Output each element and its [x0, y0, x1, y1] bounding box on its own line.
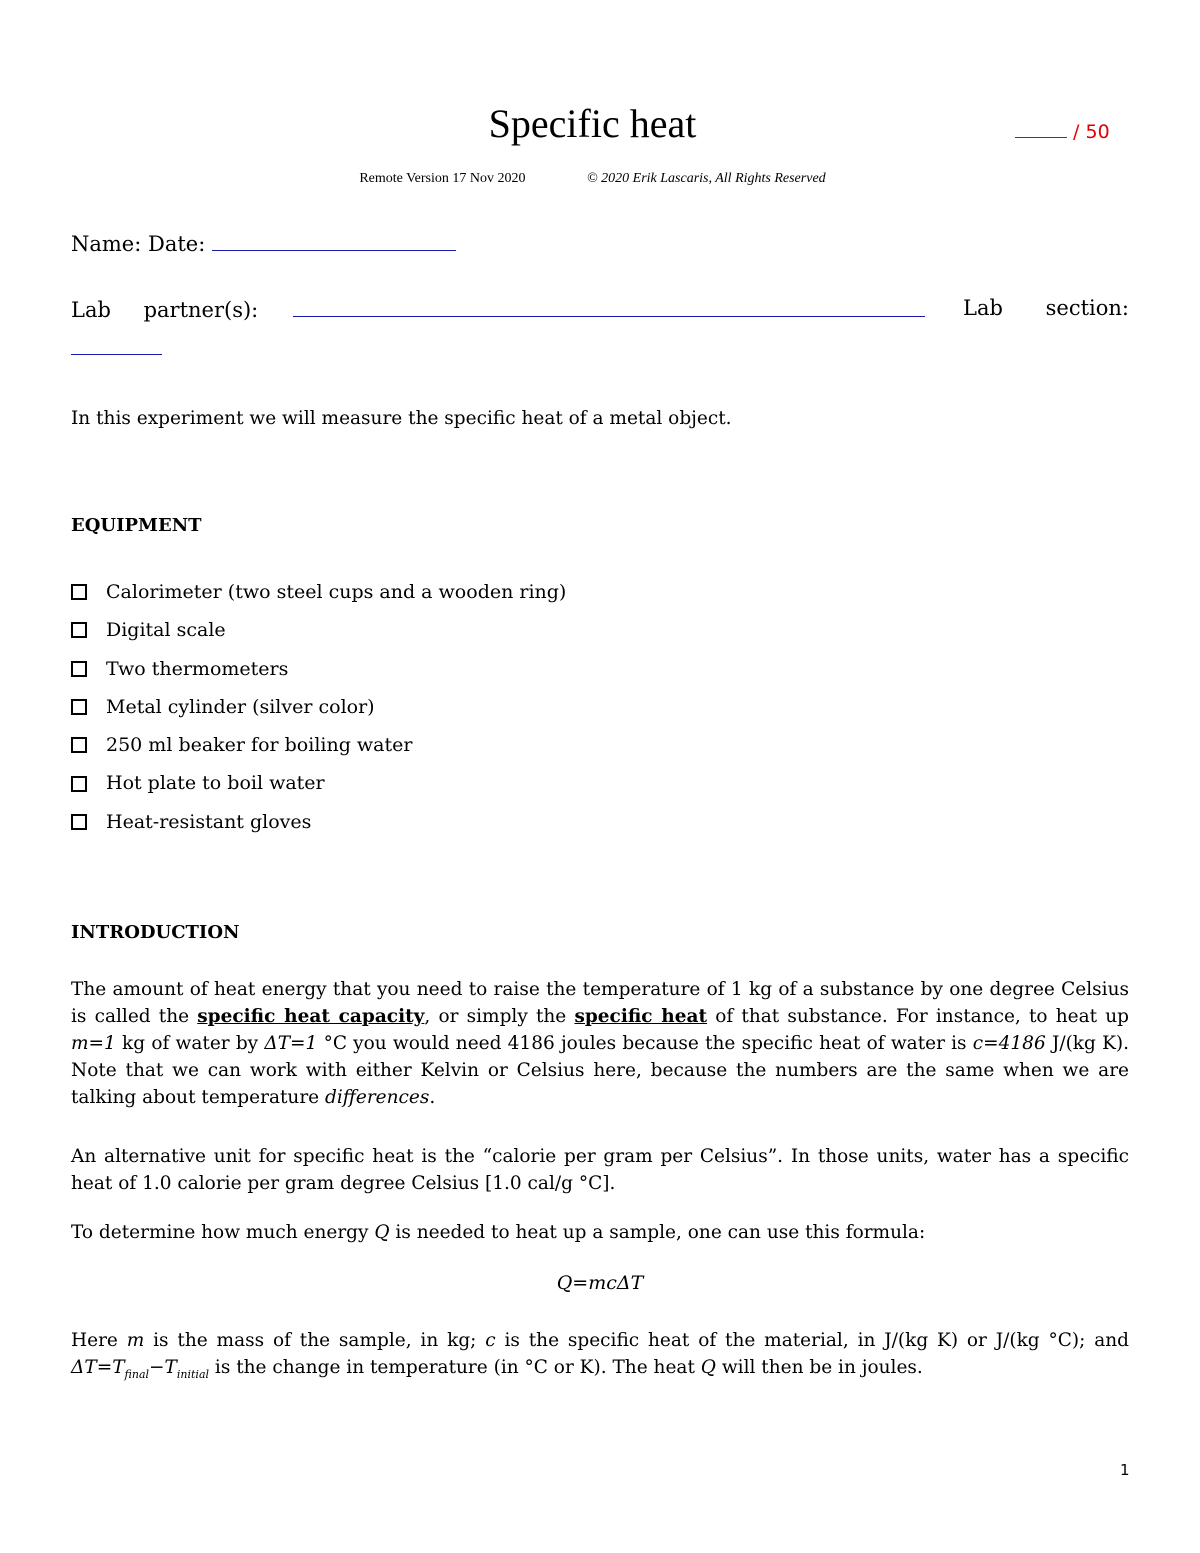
lab-section-field — [71, 334, 162, 359]
text-run: Here — [71, 1330, 127, 1351]
math-c-equals: c=4186 — [972, 1033, 1046, 1054]
checkbox[interactable] — [71, 622, 87, 638]
text-run: To determine how much energy — [71, 1222, 375, 1243]
equipment-item — [71, 803, 566, 841]
name-date-label: Name: Date: — [71, 232, 206, 256]
text-run: of that substance. For instance, to heat up — [707, 1006, 1129, 1027]
page-number: 1 — [1120, 1461, 1130, 1479]
text-run: . — [429, 1087, 436, 1108]
lab-partners-line — [71, 296, 1129, 322]
checkbox[interactable] — [71, 661, 87, 677]
formula-text: Q=mcΔT — [556, 1272, 644, 1294]
equipment-item-label: Hot plate to boil water — [106, 772, 325, 795]
equipment-item-label: 250 ml beaker for boiling water — [106, 734, 413, 757]
math-minus-t: −T — [149, 1357, 177, 1378]
equipment-item — [71, 573, 566, 611]
version-text: Remote Version 17 Nov 2020 — [359, 171, 526, 186]
subscript-initial: initial — [176, 1367, 210, 1381]
text-run: °C you would need 4186 joules because the specific heat of water is — [317, 1033, 973, 1054]
equipment-item — [71, 726, 566, 764]
equipment-item-label: Two thermometers — [106, 657, 289, 680]
equipment-item-label: Heat-resistant gloves — [106, 810, 312, 833]
text-run: is needed to heat up a sample, one can use this formula: — [389, 1222, 926, 1243]
heat-formula — [0, 1272, 1200, 1294]
copyright-text: © 2020 Erik Lascaris, All Rights Reserved — [587, 171, 826, 186]
name-date-line — [71, 230, 456, 256]
checkbox[interactable] — [71, 814, 87, 830]
text-run: The amount of heat energy that you need to raise the temperature of 1 kg of a substance by one degree Celsius is called the — [71, 979, 1129, 1027]
intro-sentence: In this experiment we will measure the specific heat of a metal object. — [71, 408, 732, 429]
checkbox[interactable] — [71, 776, 87, 792]
equipment-item — [71, 650, 566, 688]
text-run: will then be in joules. — [715, 1357, 923, 1378]
text-run: kg of water by — [115, 1033, 265, 1054]
intro-paragraph-4 — [71, 1327, 1129, 1388]
lab-partners-blank[interactable] — [293, 296, 925, 317]
equipment-list — [71, 573, 566, 841]
equipment-item-label: Digital scale — [106, 619, 226, 642]
score-field[interactable] — [1015, 119, 1110, 143]
term-specific-heat: specific heat — [574, 1006, 708, 1027]
text-run: is the mass of the sample, in kg; — [144, 1330, 486, 1351]
term-specific-heat-capacity: specific heat capacity — [197, 1006, 425, 1027]
math-q: Q — [374, 1222, 390, 1243]
checkbox[interactable] — [71, 699, 87, 715]
score-blank[interactable] — [1015, 119, 1067, 138]
equipment-item — [71, 688, 566, 726]
math-m-equals: m=1 — [71, 1033, 116, 1054]
equipment-heading: EQUIPMENT — [71, 515, 202, 536]
text-run: , or simply the — [424, 1006, 575, 1027]
introduction-heading: INTRODUCTION — [71, 922, 240, 943]
lab-section-blank[interactable] — [71, 334, 162, 355]
text-run: is the specific heat of the material, in J/(kg K) or J/(kg °C); and — [495, 1330, 1129, 1351]
equipment-item — [71, 611, 566, 649]
math-delta-t: ΔT=T — [71, 1357, 125, 1378]
lab-section-label: Lab section: — [963, 296, 1129, 320]
lab-partners-label: Lab partner(s): — [71, 298, 259, 322]
equipment-item-label: Metal cylinder (silver color) — [106, 695, 375, 718]
intro-paragraph-1 — [71, 976, 1129, 1111]
math-q: Q — [700, 1357, 716, 1378]
name-date-blank[interactable] — [212, 230, 456, 251]
emphasis-differences: differences — [325, 1087, 430, 1108]
intro-paragraph-2: An alternative unit for specific heat is the “calorie per gram per Celsius”. In those units, water has a specific heat of 1.0 calorie per gram degree Celsius [1.0 cal/g °C]. — [71, 1146, 1129, 1194]
text-run: J/(kg K). Note that we can work with either Kelvin or Celsius here, because the numbers are the same when we are talking about temperature — [71, 1033, 1129, 1108]
checkbox[interactable] — [71, 737, 87, 753]
version-line — [0, 171, 1185, 187]
score-total: / 50 — [1073, 121, 1110, 143]
math-c: c — [485, 1330, 496, 1351]
text-run: is the change in temperature (in °C or K). The heat — [209, 1357, 701, 1378]
math-m: m — [126, 1330, 145, 1351]
equipment-item-label: Calorimeter (two steel cups and a wooden ring) — [106, 581, 567, 603]
page-title: Specific heat — [488, 101, 697, 146]
checkbox[interactable] — [71, 584, 87, 600]
equipment-item — [71, 764, 566, 802]
subscript-final: final — [124, 1367, 150, 1381]
math-delta-t-equals: ΔT=1 — [264, 1033, 318, 1054]
intro-paragraph-3 — [71, 1219, 1129, 1246]
